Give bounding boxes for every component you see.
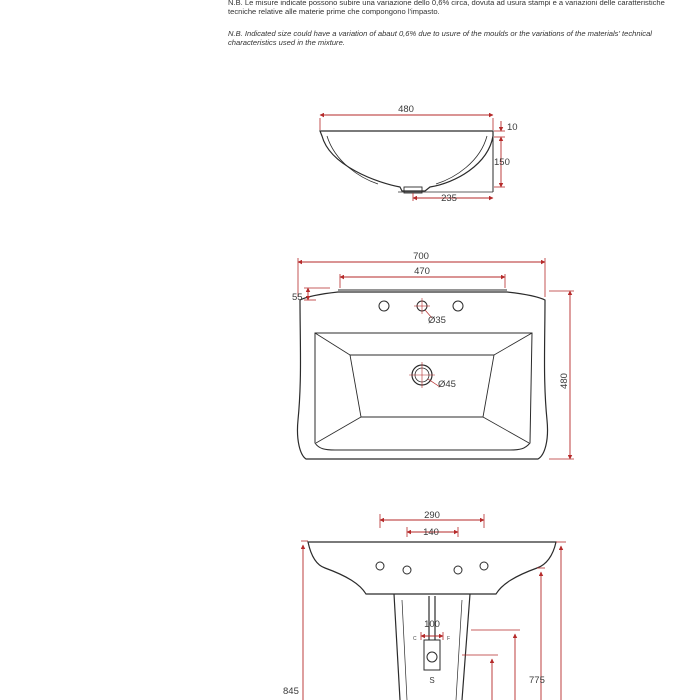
fixing-hole [480, 562, 488, 570]
dim-rim-label: 10 [507, 122, 518, 133]
siphon [424, 640, 440, 670]
top-view [292, 251, 574, 459]
basin-section [320, 131, 493, 191]
inlet-label-f: F [447, 636, 451, 642]
basin-inner-curve [436, 136, 487, 184]
basin-front-outline [308, 542, 556, 594]
dim-depth-top-label: 480 [559, 373, 570, 389]
fixing-hole [403, 566, 411, 574]
inlet-label-c: C [413, 636, 417, 642]
dim-inlet-spacing-label: 100 [424, 619, 440, 630]
dim-depth-label: 235 [441, 193, 457, 204]
dim-fixing-width-label: 290 [424, 510, 440, 521]
fixing-hole [454, 566, 462, 574]
note-english: N.B. Indicated size could have a variation of abaut 0,6% due to usure of the moulds or the variations of the materials' technical characteristics used in the mixture. [228, 29, 652, 48]
dim-inner-width-label: 470 [414, 266, 430, 277]
tap-hole-left [379, 301, 389, 311]
dim-height-label: 150 [494, 157, 510, 168]
dim-total-height-label: 845 [283, 686, 299, 697]
pedestal-inner [402, 600, 462, 700]
siphon-outlet [427, 652, 437, 662]
dim-drain-label: Ø45 [438, 379, 456, 390]
note-italian: N.B. Le misure indicate possono subire una variazione dello 0,6% circa, dovuta ad usura stampi e a variazioni delle caratteristiche tecniche relative alle materie prime che compongono l'impasto. [228, 0, 665, 17]
dim-back-offset-label: 55 [292, 292, 303, 303]
dim-pedestal-height-label: 775 [529, 675, 545, 686]
front-view [283, 510, 566, 700]
dim-tap-hole-label: Ø35 [428, 315, 446, 326]
basin-inner-curve [327, 136, 378, 184]
dim-hole-spacing-label: 140 [423, 527, 439, 538]
dim-width-label: 480 [398, 104, 414, 115]
bowl-outer [315, 333, 532, 450]
fixing-hole [376, 562, 384, 570]
dim-overall-width-label: 700 [413, 251, 429, 262]
basin-outline-top [297, 292, 547, 459]
tap-hole-right [453, 301, 463, 311]
siphon-label-s: S [429, 676, 435, 685]
side-view [320, 104, 518, 204]
